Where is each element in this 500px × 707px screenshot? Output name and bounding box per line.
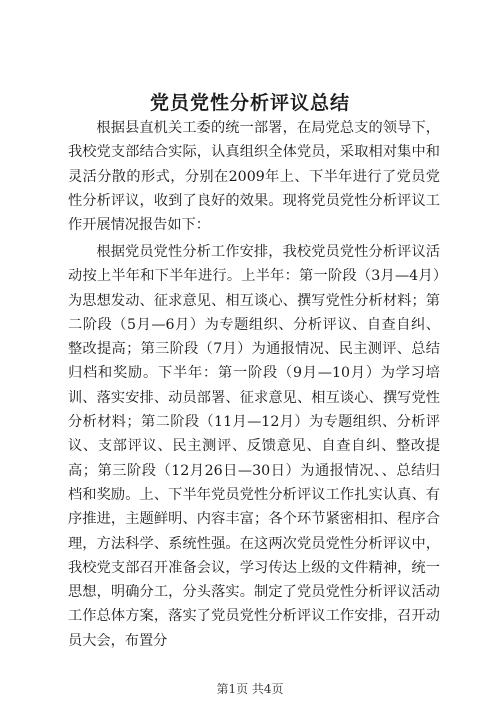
paragraph-intro: 根据县直机关工委的统一部署，在局党总支的领导下，我校党支部结合实际，认真组织全体党员，采取相对集中和灵活分散的形式，分别在2009年上、下半年进行了党员党性分析评议，收到了良好的效果。现将党员党性分析评议工作开展情况报告如下： <box>68 120 440 234</box>
document-title: 党员党性分析评议总结 <box>149 92 350 114</box>
page-number-footer: 第1页 共4页 <box>216 682 284 696</box>
paragraph-body: 根据党员党性分析工作安排，我校党员党性分析评议活动按上半年和下半年进行。上半年：第一阶段（3月—4月）为思想发动、征求意见、相互谈心、撰写党性分析材料；第二阶段（5月—6月）为专题组织、分析评议、自查自纠、整改提高；第三阶段（7月）为通报情况、民主测评、总结归档和奖励。下半年：第一阶段（9月—10月）为学习培训、落实安排、动员部署、征求意见、相互谈心、撰写党性分析材料；第二阶段（11月—12月）为专题组织、分析评议、支部评议、民主测评、反馈意见、自查自纠、整改提高；第三阶段（12月26日—30日）为通报情况、、总结归档和奖励。上、下半年党员党性分析评议工作扎实认真、有序推进，主题鲜明、内容丰富；各个环节紧密相扣、程序合理，方法科学、系统性强。在这两次党员党性分析评议中，我校党支部召开准备会议，学习传达上级的文件精神，统一思想，明确分工，分头落实。制定了党员党性分析评议活动工作总体方案，落实了党员党性分析评议工作安排，召开动员大会，布置分 <box>68 244 440 649</box>
